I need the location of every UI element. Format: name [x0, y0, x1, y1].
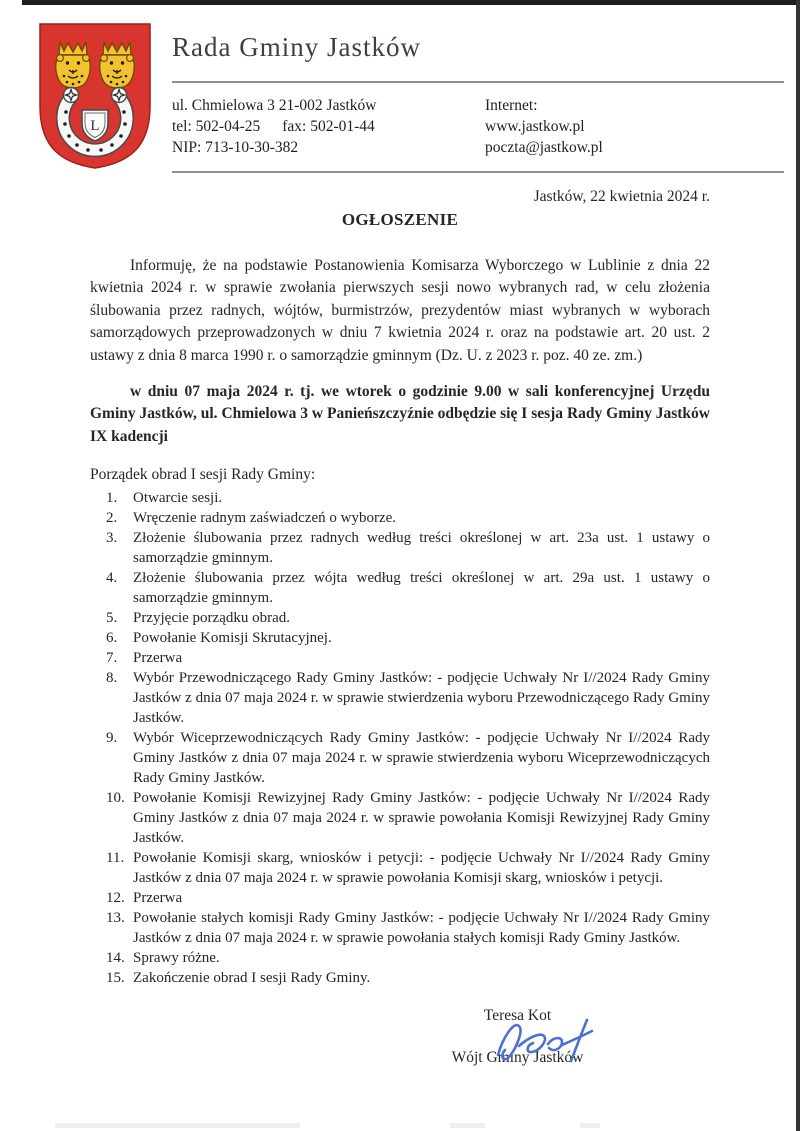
agenda-item — [90, 948, 710, 968]
agenda-item-text: Powołanie Komisji Rewizyjnej Rady Gminy Jastków: - podjęcie Uchwały Nr I//2024 Rady Gminy Jastków z dnia 07 maja 2024 r. w sprawie powołania Komisji Rewizyjnej Rady Gminy Jastków. — [133, 790, 710, 847]
agenda-item-number: 13. — [106, 910, 125, 927]
email-line: poczta@jastkow.pl — [485, 139, 603, 156]
agenda-item — [90, 788, 710, 848]
agenda-item-text: Powołanie Komisji skarg, wniosków i petycji: - podjęcie Uchwały Nr I//2024 Rady Gminy Jastków z dnia 07 maja 2024 r. w sprawie powołania Komisji skarg, wniosków i petycji. — [133, 850, 710, 887]
crest-letter: L — [90, 118, 100, 134]
agenda-item-number: 3. — [106, 530, 118, 547]
agenda-item-text: Przyjęcie porządku obrad. — [133, 610, 291, 627]
contact-block — [172, 83, 784, 158]
agenda-item-number: 15. — [106, 970, 125, 987]
letterhead-divider-bottom — [172, 171, 784, 173]
session-paragraph: w dniu 07 maja 2024 r. tj. we wtorek o godzinie 9.00 w sali konferencyjnej Urzędu Gminy Jastków, ul. Chmielowa 3 w Panieńszczyźnie odbędzie się I sesja Rady Gminy Jastków IX kadencji — [90, 383, 710, 445]
signatory-name: Teresa Kot — [483, 1007, 552, 1025]
agenda-item — [90, 728, 710, 788]
place-date-line: Jastków, 22 kwietnia 2024 r. — [533, 188, 710, 205]
website-line: www.jastkow.pl — [485, 118, 585, 135]
footer-scan-artifact — [450, 1123, 485, 1128]
agenda-heading: Porządek obrad I sesji Rady Gminy: — [90, 466, 316, 484]
agenda-item — [90, 848, 710, 888]
agenda-item — [90, 648, 710, 668]
agenda-item-number: 9. — [106, 730, 118, 747]
agenda-item — [90, 968, 710, 988]
agenda-item-text: Przerwa — [133, 890, 183, 907]
jastkow-coat-of-arms-icon — [35, 20, 155, 170]
agenda-item — [90, 908, 710, 948]
agenda-item-number: 8. — [106, 670, 118, 687]
internet-label: Internet: — [485, 97, 538, 114]
document-title: OGŁOSZENIE — [341, 210, 459, 229]
agenda-item-number: 11. — [106, 850, 125, 867]
agenda-item — [90, 488, 710, 508]
agenda-item-text: Zakończenie obrad I sesji Rady Gminy. — [133, 970, 371, 987]
phone-line: tel: 502-04-25 — [172, 118, 261, 135]
agenda-item-text: Wybór Wiceprzewodniczących Rady Gminy Jastków: - podjęcie Uchwały Nr I//2024 Rady Gminy Jastków z dnia 07 maja 2024 r. w sprawie stwierdzenia wyboru Wiceprzewodniczących Rady Gminy Jastków. — [133, 730, 710, 787]
address-line: ul. Chmielowa 3 21-002 Jastków — [172, 97, 377, 114]
agenda-item-text: Złożenie ślubowania przez radnych według treści określonej w art. 23a ust. 1 ustawy o samorządzie gminnym. — [133, 530, 710, 567]
agenda-item — [90, 668, 710, 728]
agenda-item-text: Złożenie ślubowania przez wójta według treści określonej w art. 29a ust. 1 ustawy o samorządzie gminnym. — [133, 570, 710, 607]
document-body — [90, 187, 710, 1068]
agenda-item — [90, 608, 710, 628]
agenda-item — [90, 528, 710, 568]
agenda-item-text: Wręczenie radnym zaświadczeń o wyborze. — [133, 510, 397, 527]
signature-block — [410, 1006, 625, 1068]
agenda-item — [90, 508, 710, 528]
agenda-item-number: 6. — [106, 630, 118, 647]
agenda-item-number: 10. — [106, 790, 125, 807]
agenda-list — [90, 488, 710, 988]
agenda-item-number: 1. — [106, 490, 118, 507]
agenda-item-number: 14. — [106, 950, 125, 967]
agenda-item-number: 12. — [106, 890, 125, 907]
footer-scan-artifact — [55, 1123, 300, 1128]
agenda-item — [90, 628, 710, 648]
agenda-item-number: 7. — [106, 650, 118, 667]
scan-right-edge-artifact — [796, 0, 800, 1131]
fax-line: fax: 502-01-44 — [282, 118, 375, 135]
agenda-item-number: 4. — [106, 570, 118, 587]
agenda-item-text: Sprawy różne. — [133, 950, 220, 967]
agenda-item-text: Powołanie stałych komisji Rady Gminy Jastków: - podjęcie Uchwały Nr I//2024 Rady Gminy Jastków z dnia 07 maja 2024 r. w sprawie powołania stałych komisji Rady Gminy Jastków. — [133, 910, 710, 947]
agenda-item — [90, 568, 710, 608]
org-name: Rada Gminy Jastków — [172, 32, 421, 62]
agenda-item-number: 2. — [106, 510, 118, 527]
agenda-item-text: Powołanie Komisji Skrutacyjnej. — [133, 630, 332, 647]
scan-top-edge-artifact — [22, 0, 800, 5]
agenda-item-text: Wybór Przewodniczącego Rady Gminy Jastków: - podjęcie Uchwały Nr I//2024 Rady Gminy Jastków z dnia 07 maja 2024 r. w sprawie stwierdzenia wyboru Przewodniczącego Rady Gminy Jastków. — [133, 670, 710, 727]
agenda-item-text: Przerwa — [133, 650, 183, 667]
signatory-position: Wójt Gminy Jastków — [451, 1049, 584, 1067]
agenda-item-text: Otwarcie sesji. — [133, 490, 223, 507]
footer-scan-artifact — [580, 1123, 600, 1128]
agenda-item — [90, 888, 710, 908]
intro-paragraph: Informuję, że na podstawie Postanowienia Komisarza Wyborczego w Lublinie z dnia 22 kwietnia 2024 r. w sprawie zwołania pierwszych sesji nowo wybranych rad, w celu złożenia ślubowania przez radnych, wójtów, burmistrzów, prezydentów miast wybranych w wyborach samorządowych przeprowadzonych w dniu 7 kwietnia 2024 r. oraz na podstawie art. 20 ust. 2 ustawy z dnia 8 marca 1990 r. o samorządzie gminnym (Dz. U. z 2023 r. poz. 40 ze. zm.) — [90, 257, 710, 364]
letterhead — [172, 30, 784, 173]
agenda-item-number: 5. — [106, 610, 118, 627]
nip-line: NIP: 713-10-30-382 — [172, 139, 299, 156]
